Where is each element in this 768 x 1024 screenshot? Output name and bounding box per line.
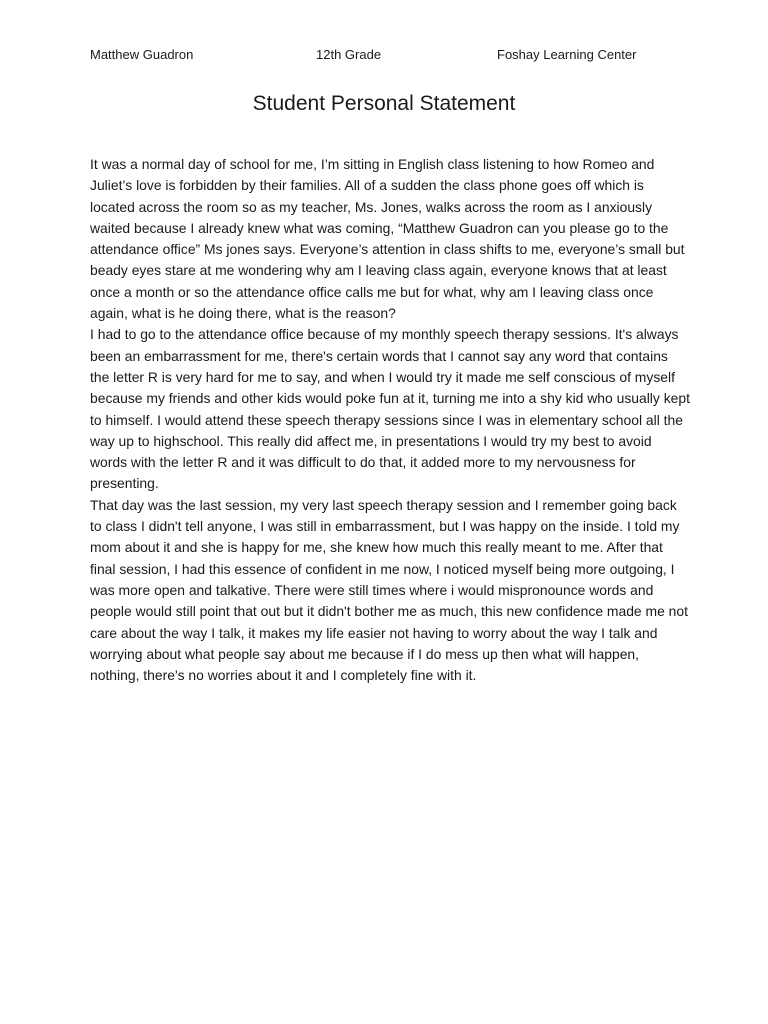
statement-body — [90, 154, 690, 686]
school-name: Foshay Learning Center — [497, 47, 637, 62]
paragraph-3: That day was the last session, my very last speech therapy session and I remember going back to class I didn't tell anyone, I was still in embarrassment, but I was happy on the inside. I told my mom about it and she is happy for me, she knew how much this really meant to me. After that final session, I had this essence of confident in me now, I noticed myself being more outgoing, I was more open and talkative. There were still times where i would mispronounce words and people would still point that out but it didn't bother me as much, this new confidence made me not care about the way I talk, it makes my life easier not having to worry about the way I talk and worrying about what people say about me because if I do mess up then what will happen, nothing, there's no worries about it and I completely fine with it. — [90, 496, 688, 684]
document-title: Student Personal Statement — [252, 92, 516, 115]
document-header — [90, 47, 690, 65]
paragraph-2: I had to go to the attendance office because of my monthly speech therapy sessions. It's always been an embarrassment for me, there's certain words that I cannot say any word that contains the letter R is very hard for me to say, and when I would try it made me self conscious of myself because my friends and other kids would poke fun at it, turning me into a shy kid who usually kept to himself. I would attend these speech therapy sessions since I was in elementary school all the way up to highschool. This really did affect me, in presentations I would try my best to avoid words with the letter R and it was difficult to do that, it added more to my nervousness for presenting. — [90, 326, 690, 492]
author-name: Matthew Guadron — [90, 47, 194, 62]
paragraph-1: It was a normal day of school for me, I’m sitting in English class listening to how Romeo and Juliet’s love is forbidden by their families. All of a sudden the class phone goes off which is located across the room so as my teacher, Ms. Jones, walks across the room as I anxiously waited because I already knew what was coming, “Matthew Guadron can you please go to the attendance office” Ms jones says. Everyone’s attention in class shifts to me, everyone’s small but beady eyes stare at me wondering why am I leaving class again, everyone knows that at least once a month or so the attendance office calls me but for what, why am I leaving class once again, what is he doing there, what is the reason? — [90, 156, 685, 322]
grade-level: 12th Grade — [316, 47, 382, 62]
